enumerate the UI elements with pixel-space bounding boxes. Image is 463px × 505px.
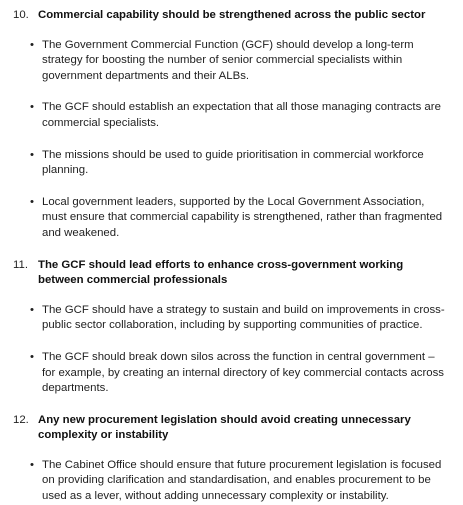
recommendation-11: [0, 258, 463, 397]
bullet-item: [0, 350, 463, 397]
bullet-icon: •: [30, 38, 34, 51]
bullet-text: The GCF should break down silos across the function in central government – for example, by creating an internal directory of key commercial contacts across departments.: [42, 350, 445, 395]
recommendation-heading: [0, 413, 463, 444]
bullet-icon: •: [30, 303, 34, 316]
bullet-list: [0, 458, 463, 505]
recommendation-heading-text: Commercial capability should be strengthened across the public sector: [38, 9, 426, 21]
bullet-item: [0, 303, 463, 334]
bullet-item: [0, 148, 463, 179]
recommendation-heading-text: The GCF should lead efforts to enhance cross-government working between commercial professionals: [38, 258, 404, 287]
bullet-icon: •: [30, 458, 34, 471]
bullet-icon: •: [30, 350, 34, 363]
recommendation-number: 11.: [13, 258, 28, 271]
bullet-text: Local government leaders, supported by the Local Government Association, must ensure that commercial capability is strengthened, rather than fragmented and weakened.: [42, 195, 443, 239]
bullet-icon: •: [30, 148, 34, 161]
bullet-text: The GCF should have a strategy to sustain and build on improvements in cross-public sector collaboration, including by supporting communities of practice.: [42, 303, 445, 332]
recommendation-heading: [0, 258, 463, 289]
recommendation-heading-text: Any new procurement legislation should avoid creating unnecessary complexity or instability: [38, 413, 411, 442]
recommendation-heading: [0, 8, 463, 24]
recommendation-number: 12.: [13, 413, 29, 426]
recommendation-number: 10.: [13, 9, 29, 21]
bullet-icon: •: [30, 195, 34, 208]
bullet-text: The Government Commercial Function (GCF) should develop a long-term strategy for boosting the number of senior commercial specialists within government departments and their ALBs.: [42, 38, 414, 82]
recommendation-12: [0, 413, 463, 505]
bullet-text: The GCF should establish an expectation that all those managing contracts are commercial specialists.: [42, 101, 441, 129]
bullet-item: [0, 100, 463, 131]
bullet-item: [0, 458, 463, 505]
recommendation-10: [0, 8, 463, 242]
bullet-list: [0, 303, 463, 397]
bullet-text: The Cabinet Office should ensure that future procurement legislation is focused on providing clarification and standardisation, and enables procurement to be used as a lever, without adding unnecessary complexity or instability.: [42, 458, 442, 503]
bullet-item: [0, 195, 463, 242]
bullet-list: [0, 38, 463, 242]
bullet-icon: •: [30, 101, 34, 114]
bullet-item: [0, 38, 463, 85]
bullet-text: The missions should be used to guide prioritisation in commercial workforce planning.: [42, 148, 424, 177]
